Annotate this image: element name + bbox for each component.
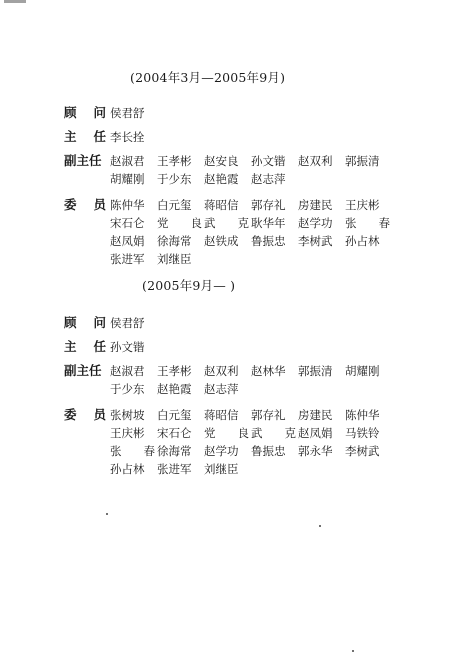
member-names <box>110 104 434 122</box>
member-name: 赵凤娟 <box>110 234 145 248</box>
committee-section-2 <box>64 314 434 486</box>
role-label: 副主任 <box>64 363 102 378</box>
committee-row-director <box>64 128 434 146</box>
member-names <box>110 314 434 332</box>
member-name: 张进军 <box>157 462 192 476</box>
member-name: 徐海常 <box>157 234 192 248</box>
member-name: 张 春 <box>110 444 155 458</box>
role-label: 副主任 <box>64 153 102 168</box>
period-title-1: (2004年3月—2005年9月) <box>130 70 286 85</box>
committee-row-deputy-director <box>64 152 434 188</box>
period-title-2: (2005年9月— ) <box>142 278 236 293</box>
scan-speck <box>352 650 354 652</box>
member-name: 张 春 <box>345 216 390 230</box>
member-names <box>110 338 434 356</box>
member-name: 蒋昭信 <box>204 408 239 422</box>
member-name: 徐海常 <box>157 444 192 458</box>
member-name: 赵艳霞 <box>204 172 239 186</box>
member-name: 郭振清 <box>345 154 380 168</box>
member-name: 于少东 <box>110 382 145 396</box>
role-label: 顾 问 <box>64 105 106 120</box>
member-name: 陈仲华 <box>345 408 380 422</box>
member-names <box>110 362 434 398</box>
role-label: 委 员 <box>64 407 106 422</box>
member-name: 房建民 <box>298 408 333 422</box>
member-name: 白元玺 <box>157 408 192 422</box>
member-name: 鲁振忠 <box>251 444 286 458</box>
member-name: 赵安良 <box>204 154 239 168</box>
committee-row-member <box>64 196 434 268</box>
member-names <box>110 128 434 146</box>
member-name: 赵志萍 <box>204 382 239 396</box>
member-name: 王孝彬 <box>157 364 192 378</box>
member-name: 蒋昭信 <box>204 198 239 212</box>
scan-mark <box>4 0 26 3</box>
member-name: 党 良 <box>157 216 202 230</box>
committee-row-adviser <box>64 104 434 122</box>
member-name: 李长拴 <box>110 130 145 144</box>
committee-section-1 <box>64 104 434 276</box>
member-name: 张进军 <box>110 252 145 266</box>
member-name: 宋石仑 <box>157 426 192 440</box>
member-name: 赵双利 <box>298 154 333 168</box>
member-names <box>110 152 434 188</box>
member-name: 胡耀刚 <box>110 172 145 186</box>
role-label: 主 任 <box>64 129 106 144</box>
member-name: 房建民 <box>298 198 333 212</box>
member-name: 李树武 <box>345 444 380 458</box>
member-name: 赵双利 <box>204 364 239 378</box>
member-name: 侯君舒 <box>110 316 145 330</box>
member-name: 李树武 <box>298 234 333 248</box>
member-name: 郭存礼 <box>251 198 286 212</box>
member-name: 马铁铃 <box>345 426 380 440</box>
member-name: 白元玺 <box>157 198 192 212</box>
member-name: 赵淑君 <box>110 154 145 168</box>
member-name: 赵志萍 <box>251 172 286 186</box>
member-name: 郭永华 <box>298 444 333 458</box>
committee-row-director <box>64 338 434 356</box>
member-name: 刘继臣 <box>204 462 239 476</box>
member-name: 于少东 <box>157 172 192 186</box>
member-name: 党 良 <box>204 426 249 440</box>
member-name: 赵学功 <box>298 216 333 230</box>
member-name: 赵淑君 <box>110 364 145 378</box>
member-name: 孙占林 <box>345 234 380 248</box>
member-name: 赵凤娟 <box>298 426 333 440</box>
member-name: 武 克 <box>204 216 249 230</box>
member-name: 侯君舒 <box>110 106 145 120</box>
committee-row-member <box>64 406 434 478</box>
member-name: 刘继臣 <box>157 252 192 266</box>
member-name: 胡耀刚 <box>345 364 380 378</box>
member-name: 王庆彬 <box>345 198 380 212</box>
role-label: 主 任 <box>64 339 106 354</box>
member-name: 赵学功 <box>204 444 239 458</box>
role-label: 委 员 <box>64 197 106 212</box>
scan-speck <box>106 513 108 515</box>
member-names <box>110 406 434 478</box>
role-label: 顾 问 <box>64 315 106 330</box>
committee-row-deputy-director <box>64 362 434 398</box>
member-name: 王庆彬 <box>110 426 145 440</box>
member-name: 郭振清 <box>298 364 333 378</box>
member-name: 宋石仑 <box>110 216 145 230</box>
member-name: 张树坡 <box>110 408 145 422</box>
member-name: 王孝彬 <box>157 154 192 168</box>
member-name: 孙文锴 <box>251 154 286 168</box>
member-name: 赵艳霞 <box>157 382 192 396</box>
member-name: 武 克 <box>251 426 296 440</box>
scan-speck <box>319 525 321 527</box>
member-name: 赵铁成 <box>204 234 239 248</box>
member-name: 赵林华 <box>251 364 286 378</box>
committee-row-adviser <box>64 314 434 332</box>
member-name: 鲁振忠 <box>251 234 286 248</box>
member-name: 孙占林 <box>110 462 145 476</box>
member-name: 陈仲华 <box>110 198 145 212</box>
member-name: 耿华年 <box>251 216 286 230</box>
member-name: 郭存礼 <box>251 408 286 422</box>
member-names <box>110 196 434 268</box>
member-name: 孙文锴 <box>110 340 145 354</box>
